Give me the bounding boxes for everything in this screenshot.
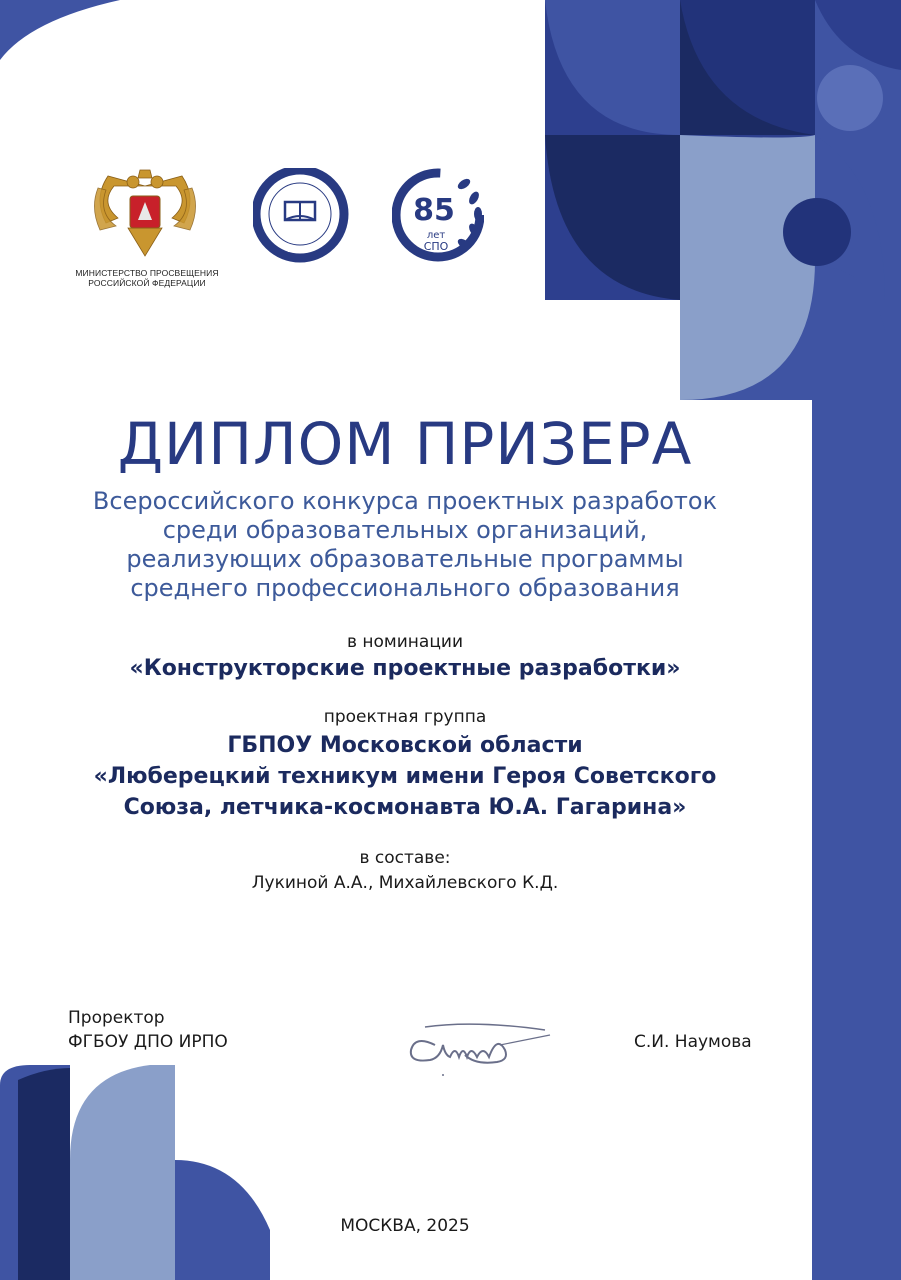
signer-position	[68, 1006, 228, 1054]
nomination-title: «Конструкторские проектные разработки»	[129, 656, 681, 681]
handwritten-signature-icon	[405, 1015, 555, 1080]
anniversary-85-logo-icon	[392, 168, 484, 264]
ministry-name	[72, 268, 222, 288]
irpo-logo-icon	[253, 168, 353, 264]
anniversary-number: 85	[413, 193, 455, 228]
anniversary-years: лет	[426, 230, 446, 241]
contest-line-4: среднего профессионального образования	[130, 574, 680, 602]
contest-line-2: среди образовательных организаций,	[162, 516, 648, 544]
signer-position-line1: Проректор	[68, 1008, 165, 1028]
ministry-name-line1: МИНИСТЕРСТВО ПРОСВЕЩЕНИЯ	[75, 268, 219, 278]
organization-name	[0, 730, 810, 823]
contest-line-1: Всероссийского конкурса проектных разработок	[92, 487, 718, 515]
members-list: Лукиной А.А., Михайлевского К.Д.	[251, 873, 559, 893]
organization-line-2: «Люберецкий техникум имени Героя Советского	[93, 764, 717, 789]
diploma-title: ДИПЛОМ ПРИЗЕРА	[117, 410, 693, 478]
contest-description	[0, 487, 810, 603]
group-label: проектная группа	[323, 707, 487, 727]
organization-line-1: ГБПОУ Московской области	[227, 733, 583, 758]
ministry-emblem-icon	[88, 168, 203, 263]
irpo-label: ИРПО	[286, 245, 314, 255]
organization-line-3: Союза, летчика-космонавта Ю.А. Гагарина»	[123, 795, 687, 820]
footer-place-date: МОСКВА, 2025	[340, 1216, 470, 1236]
anniversary-spo: СПО	[423, 240, 449, 253]
contest-line-3: реализующих образовательные программы	[126, 545, 684, 573]
ministry-name-line2: РОССИЙСКОЙ ФЕДЕРАЦИИ	[88, 278, 206, 288]
signer-position-line2: ФГБОУ ДПО ИРПО	[68, 1032, 228, 1052]
nomination-label: в номинации	[346, 632, 463, 652]
members-label: в составе:	[359, 848, 451, 868]
signer-name: С.И. Наумова	[634, 1032, 752, 1052]
